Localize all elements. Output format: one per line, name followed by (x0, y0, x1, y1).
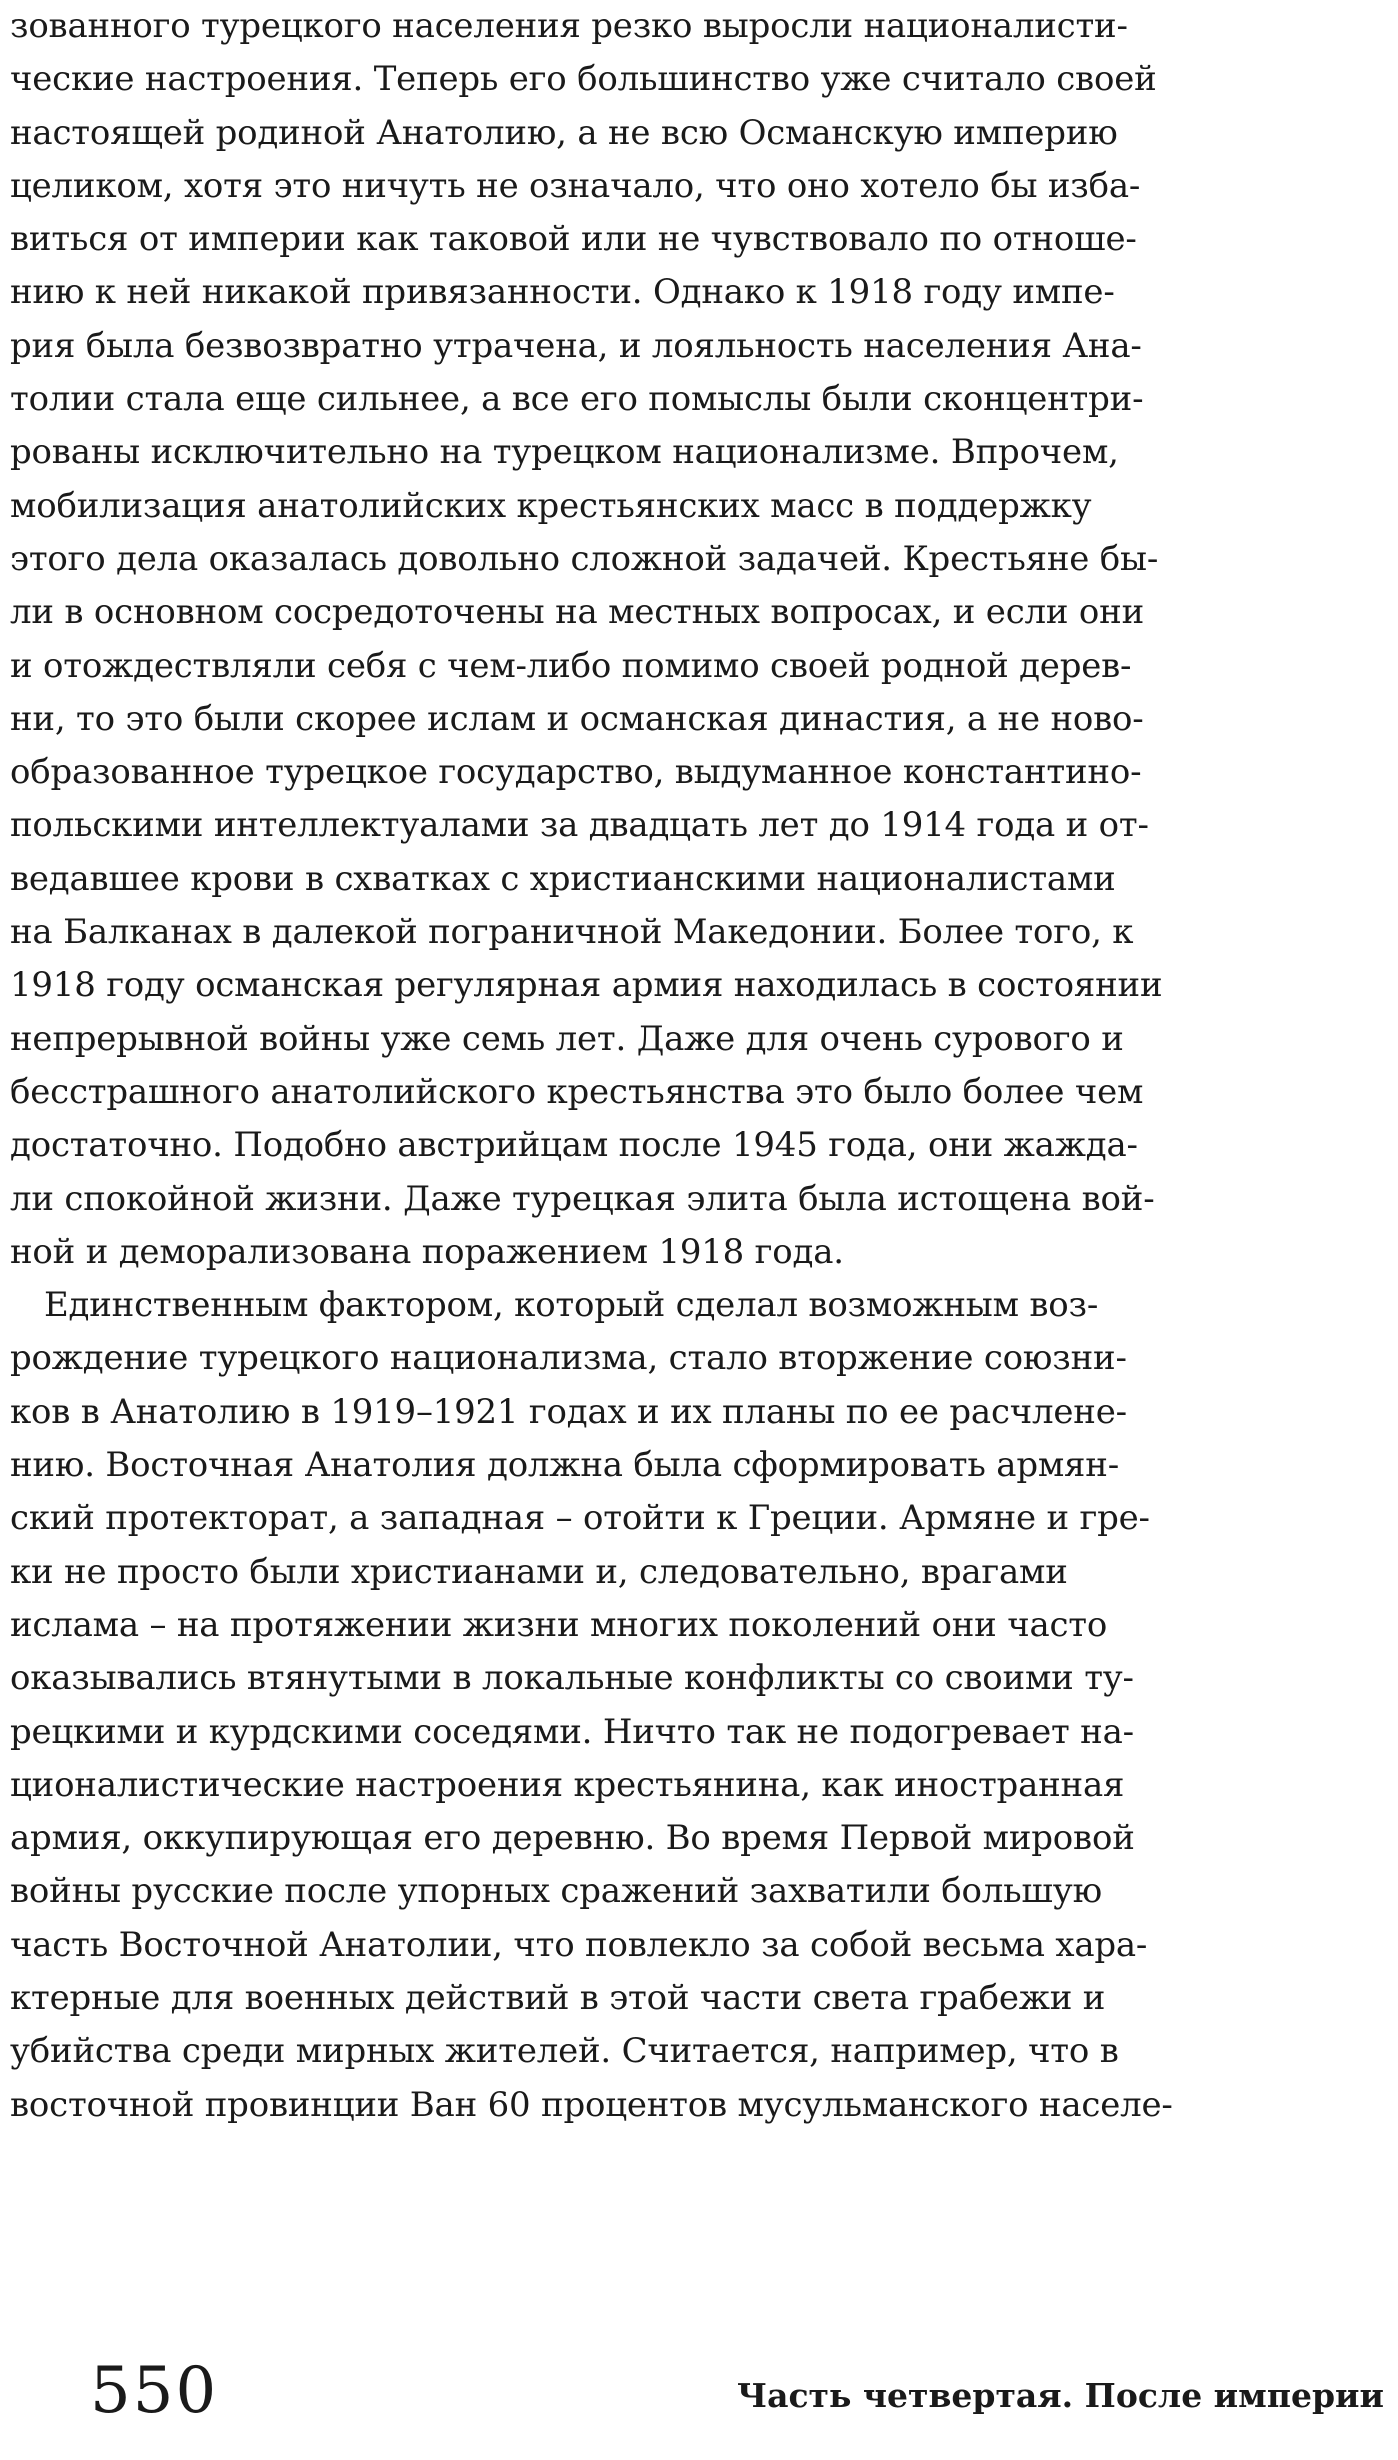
text-line: ческие настроения. Теперь его большинство уже считало своей (10, 59, 1157, 100)
text-line: рованы исключительно на турецком национализме. Впрочем, (10, 432, 1119, 473)
text-line: образованное турецкое государство, выдуманное константино- (10, 752, 1142, 793)
text-line: настоящей родиной Анатолию, а не всю Османскую империю (10, 112, 1118, 153)
text-line: армия, оккупирующая его деревню. Во время Первой мировой (10, 1818, 1135, 1859)
text-line: ков в Анатолию в 1919–1921 годах и их планы по ее расчлене- (10, 1391, 1127, 1432)
text-line: рецкими и курдскими соседями. Ничто так не подогревает на- (10, 1711, 1134, 1752)
text-line: ктерные для военных действий в этой части света грабежи и (10, 1977, 1106, 2018)
text-line: рождение турецкого национализма, стало вторжение союзни- (10, 1338, 1127, 1379)
text-line: ной и деморализована поражением 1918 года. (10, 1231, 844, 1272)
text-line: польскими интеллектуалами за двадцать лет до 1914 года и от- (10, 805, 1149, 846)
text-line: ционалистические настроения крестьянина, как иностранная (10, 1764, 1125, 1805)
text-line: целиком, хотя это ничуть не означало, что оно хотело бы изба- (10, 165, 1141, 206)
text-line: ислама – на протяжении жизни многих поколений они часто (10, 1604, 1108, 1645)
text-line: оказывались втянутыми в локальные конфликты со своими ту- (10, 1658, 1134, 1699)
text-line: зованного турецкого населения резко выросли националисти- (10, 6, 1128, 46)
text-line: ли спокойной жизни. Даже турецкая элита была истощена вой- (10, 1178, 1155, 1219)
page-number: 550 (90, 2354, 219, 2428)
text-line: ли в основном сосредоточены на местных вопросах, и если они (10, 592, 1145, 633)
text-line: ский протекторат, а западная – отойти к Греции. Армяне и гре- (10, 1498, 1150, 1539)
text-line: на Балканах в далекой пограничной Македонии. Более того, к (10, 912, 1134, 953)
page-footer (0, 2340, 1398, 2450)
text-line: нию к ней никакой привязанности. Однако к 1918 году импе- (10, 272, 1115, 313)
body-text (10, 0, 1390, 2132)
text-line: часть Восточной Анатолии, что повлекло за собой весьма хара- (10, 1924, 1148, 1965)
text-line: непрерывной войны уже семь лет. Даже для очень сурового и (10, 1018, 1124, 1059)
text-line: толии стала еще сильнее, а все его помыслы были сконцентри- (10, 379, 1144, 420)
text-line: Единственным фактором, который сделал возможным воз- (43, 1285, 1099, 1326)
text-line: ведавшее крови в схватках с христианскими националистами (10, 858, 1116, 899)
text-line: виться от империи как таковой или не чувствовало по отноше- (10, 219, 1137, 260)
text-line: рия была безвозвратно утрачена, и лояльность населения Ана- (10, 325, 1142, 366)
text-line: достаточно. Подобно австрийцам после 1945 года, они жажда- (10, 1125, 1138, 1166)
text-line: мобилизация анатолийских крестьянских масс в поддержку (10, 485, 1092, 526)
running-header: Часть четвертая. После империи (736, 2376, 1384, 2415)
text-line: этого дела оказалась довольно сложной задачей. Крестьяне бы- (10, 538, 1159, 579)
text-line: и отождествляли себя с чем-либо помимо своей родной дерев- (10, 645, 1132, 686)
text-line: нию. Восточная Анатолия должна была сформировать армян- (10, 1445, 1119, 1486)
text-line: бесстрашного анатолийского крестьянства это было более чем (10, 1071, 1144, 1112)
text-line: убийства среди мирных жителей. Считается, например, что в (10, 2031, 1119, 2072)
text-line: ни, то это были скорее ислам и османская династия, а не ново- (10, 698, 1144, 739)
text-line: восточной провинции Ван 60 процентов мусульманского населе- (10, 2084, 1173, 2125)
text-line: 1918 году османская регулярная армия находилась в состоянии (10, 965, 1163, 1006)
text-line: ки не просто были христианами и, следовательно, врагами (10, 1551, 1068, 1592)
text-line: войны русские после упорных сражений захватили большую (10, 1871, 1102, 1912)
paragraph-2 (10, 1279, 1390, 2132)
paragraph-1 (10, 0, 1390, 1279)
